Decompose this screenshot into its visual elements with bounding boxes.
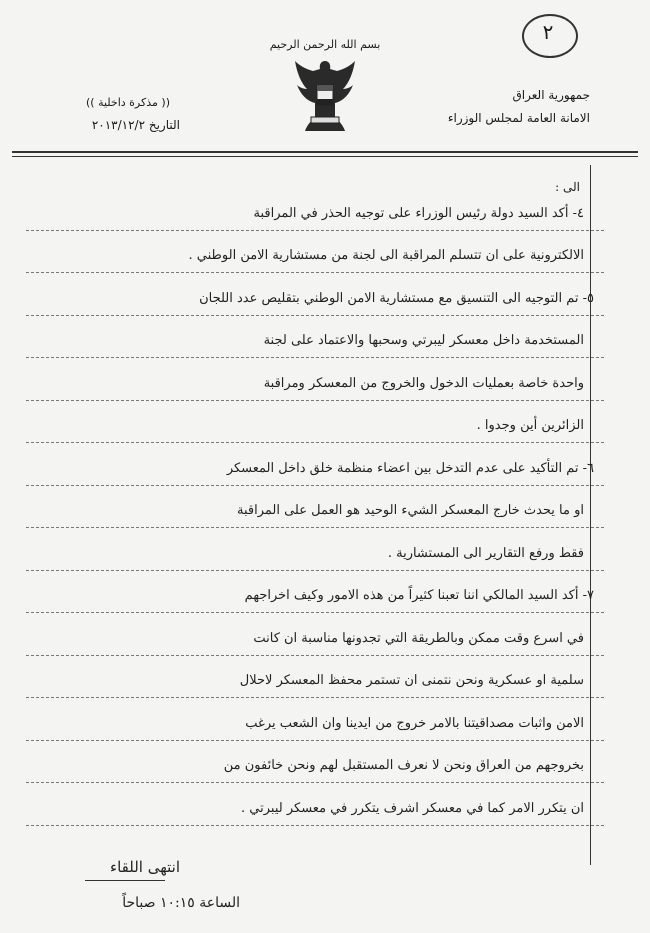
basmala: بسم الله الرحمن الرحيم	[269, 38, 381, 51]
body-line: ٦- تم التأكيد على عدم التدخل بين اعضاء منظمة خلق داخل المعسكر	[226, 461, 594, 476]
closing-note: انتهى اللقاء	[110, 858, 180, 876]
memo-type: (( مذكرة داخلية ))	[85, 96, 170, 109]
body-line: بخروجهم من العراق ونحن لا نعرف المستقبل لهم ونحن خائفون من	[223, 758, 584, 773]
body-line: ان يتكرر الامر كما في معسكر اشرف يتكرر في معسكر ليبرتي .	[241, 801, 584, 816]
rule-line	[26, 655, 604, 656]
to-label: الى :	[555, 180, 580, 194]
rule-line	[26, 272, 604, 273]
body-line: واحدة خاصة بعمليات الدخول والخروج من المعسكر ومراقبة	[263, 376, 584, 391]
body-line: فقط ورفع التقارير الى المستشارية .	[387, 546, 584, 561]
iraq-eagle-emblem	[293, 55, 357, 135]
republic-name: جمهورية العراق	[512, 88, 590, 102]
rule-line	[26, 527, 604, 528]
rule-line	[26, 230, 604, 231]
page-number: ٢	[542, 20, 554, 44]
rule-line	[26, 825, 604, 826]
body-line: ٤- أكد السيد دولة رئيس الوزراء على توجيه الحذر في المراقبة	[253, 206, 584, 221]
body-line: الزائرين أين وجدوا .	[476, 418, 584, 433]
rule-line	[26, 357, 604, 358]
rule-line	[26, 400, 604, 401]
rule-line	[26, 697, 604, 698]
margin-line	[590, 165, 591, 865]
body-line: الالكترونية على ان تتسلم المراقبة الى لجنة من مستشارية الامن الوطني .	[188, 248, 584, 263]
rule-line	[26, 740, 604, 741]
body-line: في اسرع وقت ممكن وبالطريقة التي تجدونها مناسبة ان كانت	[253, 631, 584, 646]
rule-line	[26, 570, 604, 571]
rule-line	[26, 315, 604, 316]
closing-underline	[85, 880, 165, 881]
body-line: او ما يحدث خارج المعسكر الشيء الوحيد هو العمل على المراقبة	[236, 503, 584, 518]
rule-line	[26, 612, 604, 613]
rule-line	[26, 782, 604, 783]
body-line: المستخدمة داخل معسكر ليبرتي وسحبها والاعتماد على لجنة	[263, 333, 584, 348]
time-line: الساعة ١٠:١٥ صباحاً	[122, 895, 240, 911]
rule-line	[26, 442, 604, 443]
body-line: ٥- تم التوجيه الى التنسيق مع مستشارية الامن الوطني بتقليص عدد اللجان	[199, 291, 594, 306]
body-line: سلمية او عسكرية ونحن نتمنى ان تستمر محفظ المعسكر لاحلال	[239, 673, 584, 688]
date-line: التاريخ ٢٠١٣/١٢/٢	[91, 118, 180, 132]
body-line: الامن واثبات مصداقيتنا بالامر خروج من ايدينا وان الشعب يرغب	[245, 716, 584, 731]
header-divider-thin	[12, 156, 638, 157]
secretariat-name: الامانة العامة لمجلس الوزراء	[447, 111, 590, 125]
rule-line	[26, 485, 604, 486]
header-divider	[12, 151, 638, 153]
body-line: ٧- أكد السيد المالكي اننا تعبنا كثيراً من هذه الامور وكيف اخراجهم	[244, 588, 594, 603]
